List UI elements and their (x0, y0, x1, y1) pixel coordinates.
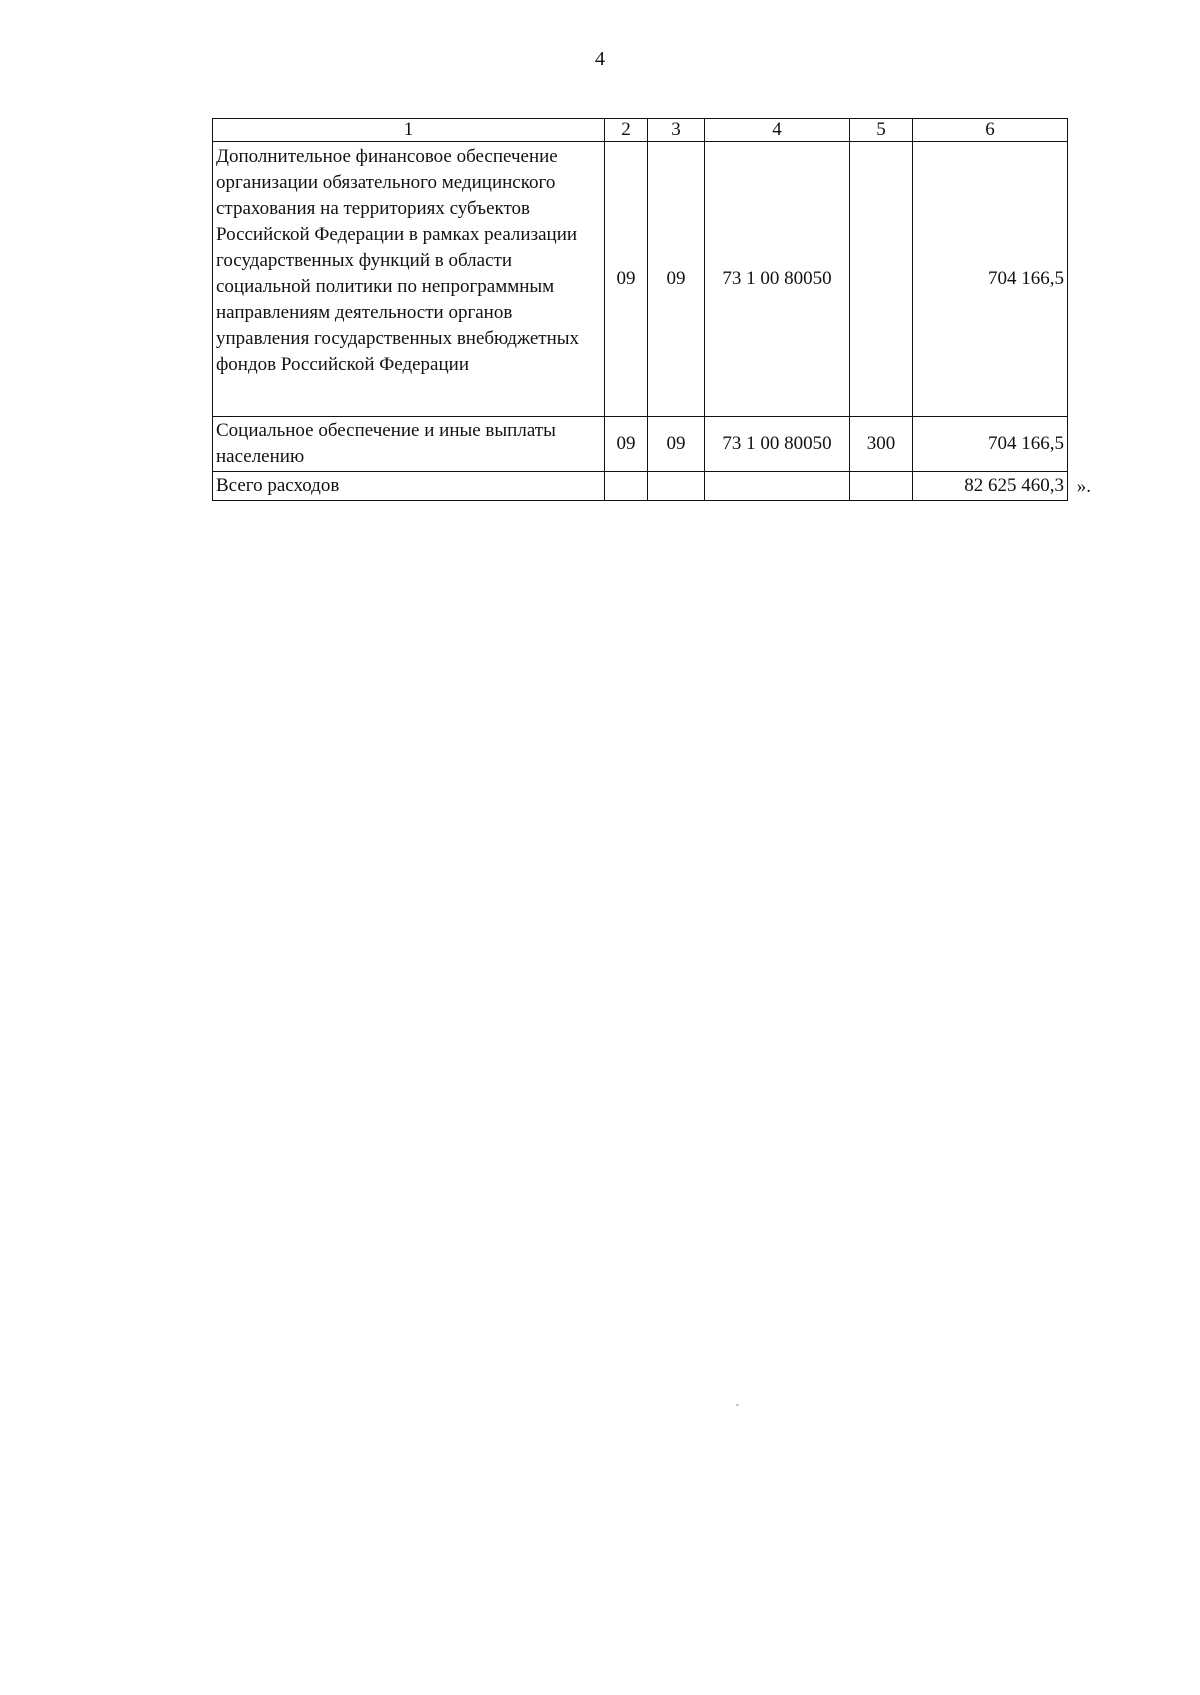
row-target-code: 73 1 00 80050 (705, 417, 850, 472)
row-sum: 704 166,5 (913, 142, 1068, 417)
budget-table (212, 118, 1091, 501)
column-header-1: 1 (213, 119, 605, 142)
row-target-code: 73 1 00 80050 (705, 142, 850, 417)
row-section-code: 09 (605, 417, 648, 472)
row-name: Дополнительное финансовое обеспечение организации обязательного медицинского страхования на территориях субъектов Российской Федерации в рамках реализации государственных функций в области социальной политики по непрограммным направлениям деятельности органов управления государственных внебюджетных фондов Российской Федерации (213, 142, 605, 417)
row-sum: 704 166,5 (913, 417, 1068, 472)
row-section-code: 09 (605, 142, 648, 417)
column-header-5: 5 (850, 119, 913, 142)
row-subsection-code: 09 (648, 142, 705, 417)
total-sum-cell (913, 472, 1091, 501)
row-expense-type-code (850, 142, 913, 417)
table-row (213, 417, 1068, 472)
row-expense-type-code: 300 (850, 417, 913, 472)
table-row-total (213, 472, 1068, 501)
column-header-4: 4 (705, 119, 850, 142)
row-section-code (605, 472, 648, 501)
column-header-3: 3 (648, 119, 705, 142)
total-sum: 82 625 460,3 (964, 475, 1064, 496)
row-target-code (705, 472, 850, 501)
table-header-row (213, 119, 1068, 142)
total-label: Всего расходов (213, 472, 605, 501)
closing-quote-mark: ». (1076, 476, 1091, 497)
row-subsection-code: 09 (648, 417, 705, 472)
row-expense-type-code (850, 472, 913, 501)
row-name: Социальное обеспечение и иные выплаты населению (213, 417, 605, 472)
column-header-2: 2 (605, 119, 648, 142)
row-subsection-code (648, 472, 705, 501)
table-row (213, 142, 1068, 417)
column-header-6: 6 (913, 119, 1068, 142)
page-number: 4 (595, 48, 605, 70)
scan-speck (736, 1404, 739, 1406)
